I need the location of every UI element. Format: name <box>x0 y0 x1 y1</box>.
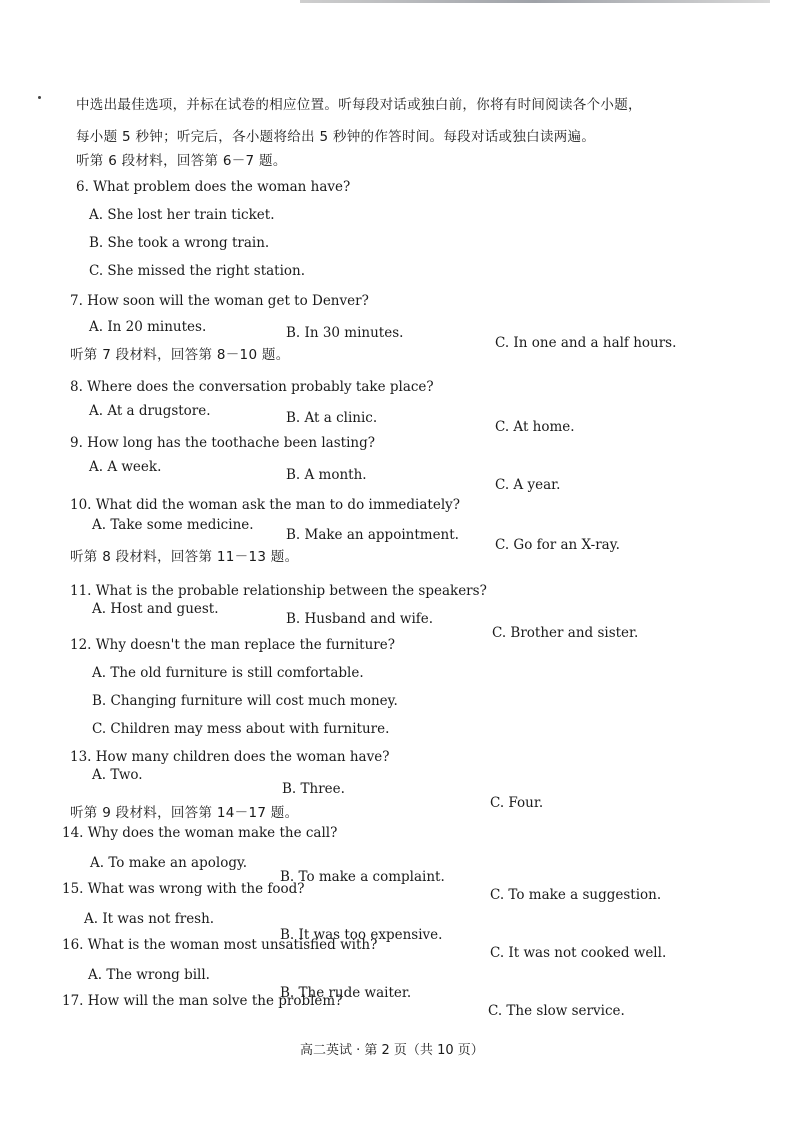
section-heading: 听第 8 段材料，回答第 11－13 题。 <box>70 549 299 565</box>
option-b: B. Three. <box>282 781 345 797</box>
option-c: C. The slow service. <box>488 1003 625 1019</box>
option-a: A. Take some medicine. <box>92 517 254 533</box>
question-stem: 14. Why does the woman make the call? <box>62 825 338 841</box>
option-a: A. A week. <box>89 459 162 475</box>
option-b: B. Husband and wife. <box>286 611 434 627</box>
question-stem: 9. How long has the toothache been lasting? <box>70 435 375 451</box>
option-a: A. At a drugstore. <box>89 403 211 419</box>
option-a: A. It was not fresh. <box>84 911 215 927</box>
instructions-line-1: 中选出最佳选项，并标在试卷的相应位置。听每段对话或独白前，你将有时间阅读各个小题， <box>76 97 642 113</box>
section-heading: 听第 7 段材料，回答第 8－10 题。 <box>70 347 290 363</box>
question-stem: 11. What is the probable relationship between the speakers? <box>70 583 487 599</box>
option-a: A. The wrong bill. <box>88 967 210 983</box>
question-stem: 13. How many children does the woman have? <box>70 749 390 765</box>
question-stem: 12. Why doesn't the man replace the furniture? <box>70 637 395 653</box>
option-b: B. The rude waiter. <box>280 985 412 1001</box>
section-heading: 听第 6 段材料，回答第 6－7 题。 <box>76 153 287 169</box>
option-a: A. The old furniture is still comfortable. <box>92 665 364 681</box>
question-stem: 15. What was wrong with the food? <box>62 881 305 897</box>
instructions-line-2: 每小题 5 秒钟；听完后，各小题将给出 5 秒钟的作答时间。每段对话或独白读两遍。 <box>76 129 596 145</box>
option-c: C. At home. <box>495 419 575 435</box>
option-c: C. Go for an X-ray. <box>495 537 620 553</box>
question-stem: 6. What problem does the woman have? <box>76 179 351 195</box>
scan-speck <box>38 96 41 99</box>
option-a: A. In 20 minutes. <box>89 319 207 335</box>
option-b: B. In 30 minutes. <box>286 325 404 341</box>
option-c: C. She missed the right station. <box>89 263 306 279</box>
option-b: B. A month. <box>286 467 367 483</box>
page-footer: 高二英试 · 第 2 页（共 10 页） <box>300 1043 484 1058</box>
option-c: C. It was not cooked well. <box>490 945 667 961</box>
option-c: C. Children may mess about with furniture. <box>92 721 390 737</box>
option-c: C. A year. <box>495 477 561 493</box>
question-stem: 8. Where does the conversation probably take place? <box>70 379 434 395</box>
question-stem: 7. How soon will the woman get to Denver? <box>70 293 369 309</box>
question-stem: 10. What did the woman ask the man to do immediately? <box>70 497 461 513</box>
option-a: A. Two. <box>92 767 143 783</box>
option-b: B. She took a wrong train. <box>89 235 270 251</box>
option-b: B. At a clinic. <box>286 410 378 426</box>
option-a: A. To make an apology. <box>90 855 248 871</box>
option-c: C. In one and a half hours. <box>495 335 677 351</box>
option-b: B. It was too expensive. <box>280 927 443 943</box>
option-b: B. Changing furniture will cost much money. <box>92 693 398 709</box>
option-a: A. Host and guest. <box>92 601 219 617</box>
question-stem: 16. What is the woman most unsatisfied with? <box>62 937 378 953</box>
section-heading: 听第 9 段材料，回答第 14－17 题。 <box>70 805 299 821</box>
scan-edge-bar <box>300 0 770 3</box>
option-c: C. To make a suggestion. <box>490 887 662 903</box>
option-a: A. She lost her train ticket. <box>89 207 275 223</box>
question-stem: 17. How will the man solve the problem? <box>62 993 343 1009</box>
option-b: B. To make a complaint. <box>280 869 445 885</box>
option-c: C. Four. <box>490 795 544 811</box>
option-c: C. Brother and sister. <box>492 625 639 641</box>
option-b: B. Make an appointment. <box>286 527 459 543</box>
